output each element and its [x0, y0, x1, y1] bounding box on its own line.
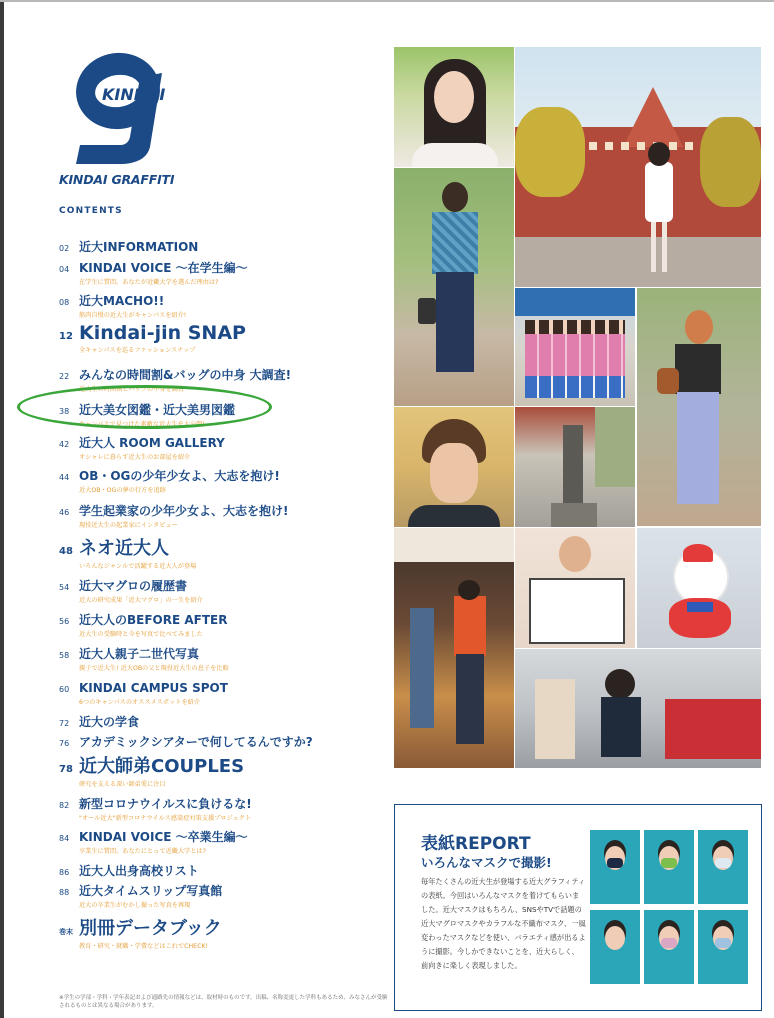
- toc-title: KINDAI VOICE ～卒業生編～: [79, 830, 248, 844]
- toc-title: 近大マグロの履歴書: [79, 579, 188, 593]
- toc-subtitle: 6つのキャンパスのオススメスポットを紹介: [79, 699, 201, 706]
- logo-text: KINDAI: [102, 85, 166, 104]
- toc-title: 別冊データブック: [79, 918, 222, 939]
- contents-heading: CONTENTS: [59, 206, 123, 216]
- toc-subtitle: 近大生の時間割とバッグの中身を調査: [79, 386, 185, 393]
- toc-title: OB・OGの少年少女よ、大志を抱け!: [79, 469, 280, 483]
- toc-page: 48: [59, 546, 73, 557]
- toc-subtitle: いろんなジャンルで活躍する近大人が登場: [79, 563, 197, 570]
- toc-subtitle: 研究を支える深い師弟愛に注目: [79, 781, 166, 788]
- toc-title: 近大タイムスリップ写真館: [79, 884, 223, 898]
- toc-title: 近大INFORMATION: [79, 240, 199, 254]
- toc-item[interactable]: [59, 793, 252, 822]
- mask-photo: [590, 910, 640, 984]
- report-subtitle: いろんなマスクで撮影!: [421, 855, 552, 870]
- toc-title: 近大人出身高校リスト: [79, 864, 199, 878]
- toc-item[interactable]: [59, 465, 280, 494]
- toc-item[interactable]: [59, 914, 222, 950]
- toc-title: ネオ近大人: [79, 538, 169, 559]
- toc-title: 近大人 ROOM GALLERY: [79, 436, 225, 450]
- toc-page: 78: [59, 764, 73, 775]
- toc-item[interactable]: [59, 432, 225, 461]
- toc-subtitle: 近大生の受験時と今を写真で比べてみました: [79, 631, 203, 638]
- toc-item[interactable]: [59, 677, 228, 706]
- toc-subtitle: "オール近大"新型コロナウイルス感染症対策支援プロジェクト: [79, 815, 252, 822]
- theater-photo: [394, 528, 514, 768]
- toc-item[interactable]: [59, 731, 313, 750]
- toc-page: 76: [59, 739, 70, 748]
- toc-subtitle: 近大の研究成果「近大マグロ」の一生を紹介: [79, 597, 203, 604]
- toc-item[interactable]: [59, 643, 229, 672]
- footnote: ※学生の学部・学科・学年表記および通路先の情報などは、取材時のものです。出稿、名称変更した学科もあるため、みなさんが受験されるものとは異なる場合があります。: [59, 995, 388, 1009]
- toc-page: 84: [59, 834, 70, 843]
- toc-subtitle: 筋肉自慢の近大生がキャンパスを紹介!: [79, 312, 187, 319]
- toc-subtitle: キャンパスで見つけた素敵な近大生を大公開!: [79, 421, 205, 428]
- toc-title: 近大師弟COUPLES: [79, 756, 245, 777]
- kindai-logo: [62, 45, 168, 167]
- toc-subtitle: 近大OB・OGの夢の行方を追跡: [79, 487, 166, 494]
- toc-page: 58: [59, 651, 70, 660]
- toc-subtitle: 現役近大生の起業家にインタビュー: [79, 522, 178, 529]
- toc-title: 近大美女図鑑・近大美男図鑑: [79, 403, 236, 417]
- toc-title: 近大MACHO!!: [79, 294, 165, 308]
- toc-page: 12: [59, 331, 73, 342]
- toc-page: 22: [59, 372, 70, 381]
- mascot-photo: [637, 528, 761, 648]
- mask-photo-grid: [590, 830, 750, 996]
- toc-title: 新型コロナウイルスに負けるな!: [79, 797, 252, 811]
- toc-item[interactable]: [59, 860, 199, 879]
- toc-page: 56: [59, 617, 70, 626]
- portrait-photo-man: [394, 407, 514, 527]
- portrait-photo: [394, 47, 514, 167]
- snap-photo-woman: [637, 288, 761, 526]
- toc-title: 近大人親子二世代写真: [79, 647, 200, 661]
- toc-page: 02: [59, 244, 70, 253]
- mask-photo: [698, 830, 748, 904]
- toc-page: 88: [59, 888, 70, 897]
- toc-subtitle: 教育・研究・就職・学費などはこれでCHECK!: [79, 943, 208, 950]
- mask-photo: [590, 830, 640, 904]
- toc-title: Kindai-jin SNAP: [79, 322, 246, 344]
- mask-photo: [644, 830, 694, 904]
- toc-item[interactable]: [59, 609, 227, 638]
- toc-subtitle: 親子で近大生! 近大OBの父と現役近大生の息子を比較: [79, 665, 229, 672]
- toc-item[interactable]: [59, 236, 198, 255]
- toc-page: 72: [59, 719, 70, 728]
- toc-subtitle: 全キャンパスを巡るファッションスナップ: [79, 347, 196, 354]
- highlight-circle: [17, 385, 272, 429]
- page-edge: [0, 0, 4, 1018]
- toc-page: 60: [59, 685, 70, 694]
- mask-photo: [644, 910, 694, 984]
- toc-page: 巻末: [59, 928, 73, 936]
- toc-page: 82: [59, 801, 70, 810]
- toc-page: 86: [59, 868, 70, 877]
- toc-item[interactable]: [59, 534, 196, 570]
- toc-page: 04: [59, 265, 70, 274]
- toc-subtitle: オシャレに暮らす近大生のお部屋を紹介: [79, 454, 191, 461]
- before-after-photo: [515, 528, 635, 648]
- toc-title: 学生起業家の少年少女よ、大志を抱け!: [79, 504, 289, 518]
- report-body: 毎年たくさんの近大生が登場する近大グラフィティの表紙。今回はいろんなマスクを着けてもらいました。近大マスクはもちろん、SNSやTVで話題の近大マグロマスクやカラフルな不織布マスク、一風変わったマスクなどを使い、バラエティ感が出るように撮影。今しかできないことを、近大らしく、前向きに楽しく表現しました。: [421, 877, 586, 970]
- toc-item[interactable]: [59, 711, 139, 730]
- toc-item[interactable]: [59, 575, 203, 604]
- toc-title: アカデミックシアターで何してるんですか?: [79, 735, 313, 749]
- toc-title: みんなの時間割&バッグの中身 大調査!: [79, 368, 292, 382]
- toc-page: 38: [59, 407, 70, 416]
- lab-photo: [515, 649, 761, 768]
- toc-item[interactable]: [59, 826, 248, 855]
- toc-item[interactable]: [59, 290, 186, 319]
- brand-name: KINDAI GRAFFITI: [59, 172, 175, 187]
- toc-title: 近大人のBEFORE AFTER: [79, 613, 228, 627]
- group-photo: [515, 288, 635, 406]
- toc-title: KINDAI VOICE ～在学生編～: [79, 261, 248, 275]
- toc-item[interactable]: [59, 322, 246, 354]
- toc-item[interactable]: [59, 257, 248, 286]
- mask-photo: [698, 910, 748, 984]
- toc-title: KINDAI CAMPUS SPOT: [79, 681, 228, 695]
- statue-photo: [515, 407, 635, 527]
- toc-page: 08: [59, 298, 70, 307]
- toc-page: 46: [59, 508, 70, 517]
- toc-subtitle: 卒業生に質問。あなたにとって近畿大学とは?: [79, 848, 206, 855]
- toc-page: 42: [59, 440, 70, 449]
- toc-item[interactable]: [59, 880, 222, 909]
- toc-item[interactable]: [59, 500, 288, 529]
- report-title: 表紙REPORT: [421, 834, 531, 854]
- toc-title: 近大の学食: [79, 715, 140, 729]
- toc-subtitle: 近大の卒業生がむかし撮った写真を再現: [79, 902, 191, 909]
- snap-photo-man: [394, 168, 514, 406]
- toc-page: 54: [59, 583, 70, 592]
- toc-subtitle: 在学生に質問。あなたが近畿大学を選んだ理由は?: [79, 279, 219, 286]
- page-edge-top: [0, 0, 774, 2]
- toc-item[interactable]: [59, 752, 244, 788]
- cover-report-box: [394, 804, 762, 1011]
- toc-page: 44: [59, 473, 70, 482]
- campus-photo: [515, 47, 761, 287]
